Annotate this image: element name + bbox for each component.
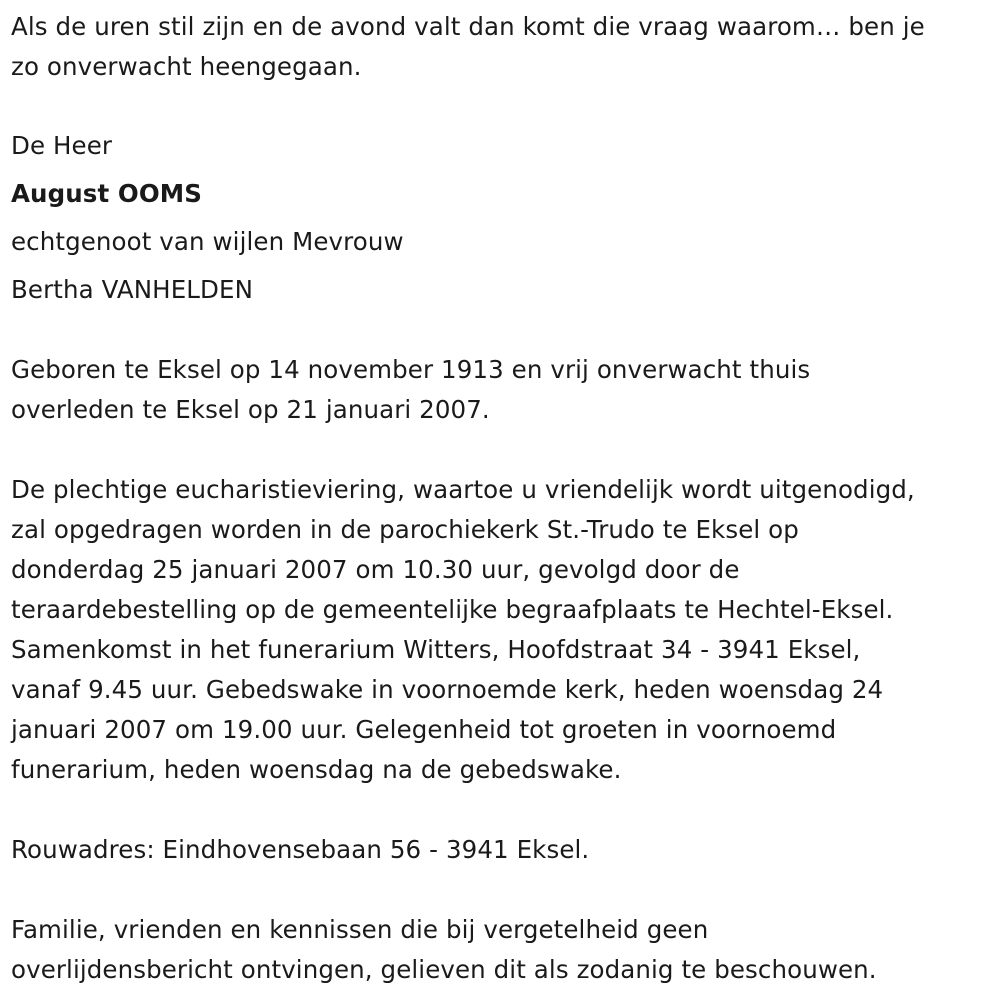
ceremony-line-2: zal opgedragen worden in de parochiekerk St.-Trudo te Eksel op xyxy=(11,515,799,544)
closing-line-1: Familie, vrienden en kennissen die bij vergetelheid geen xyxy=(11,915,709,944)
mourning-address: Rouwadres: Eindhovensebaan 56 - 3941 Eksel. xyxy=(11,835,590,864)
spouse-name: Bertha VANHELDEN xyxy=(11,275,253,304)
ceremony-line-5: Samenkomst in het funerarium Witters, Hoofdstraat 34 - 3941 Eksel, xyxy=(11,635,861,664)
ceremony-line-4: teraardebestelling op de gemeentelijke begraafplaats te Hechtel-Eksel. xyxy=(11,595,894,624)
ceremony-line-8: funerarium, heden woensdag na de gebedswake. xyxy=(11,755,622,784)
relation-text: echtgenoot van wijlen Mevrouw xyxy=(11,227,404,256)
ceremony-line-1: De plechtige eucharistieviering, waartoe u vriendelijk wordt uitgenodigd, xyxy=(11,475,915,504)
ceremony-line-3: donderdag 25 januari 2007 om 10.30 uur, gevolgd door de xyxy=(11,555,740,584)
intro-line-1: Als de uren stil zijn en de avond valt dan komt die vraag waarom… ben je xyxy=(11,12,925,41)
birth-death-line-2: overleden te Eksel op 21 januari 2007. xyxy=(11,395,490,424)
deceased-name: August OOMS xyxy=(11,179,202,208)
closing-line-2: overlijdensbericht ontvingen, gelieven dit als zodanig te beschouwen. xyxy=(11,955,877,984)
honorific: De Heer xyxy=(11,131,113,160)
birth-death-line-1: Geboren te Eksel op 14 november 1913 en vrij onverwacht thuis xyxy=(11,355,811,384)
ceremony-line-6: vanaf 9.45 uur. Gebedswake in voornoemde kerk, heden woensdag 24 xyxy=(11,675,884,704)
intro-line-2: zo onverwacht heengegaan. xyxy=(11,52,362,81)
ceremony-line-7: januari 2007 om 19.00 uur. Gelegenheid tot groeten in voornoemd xyxy=(11,715,837,744)
